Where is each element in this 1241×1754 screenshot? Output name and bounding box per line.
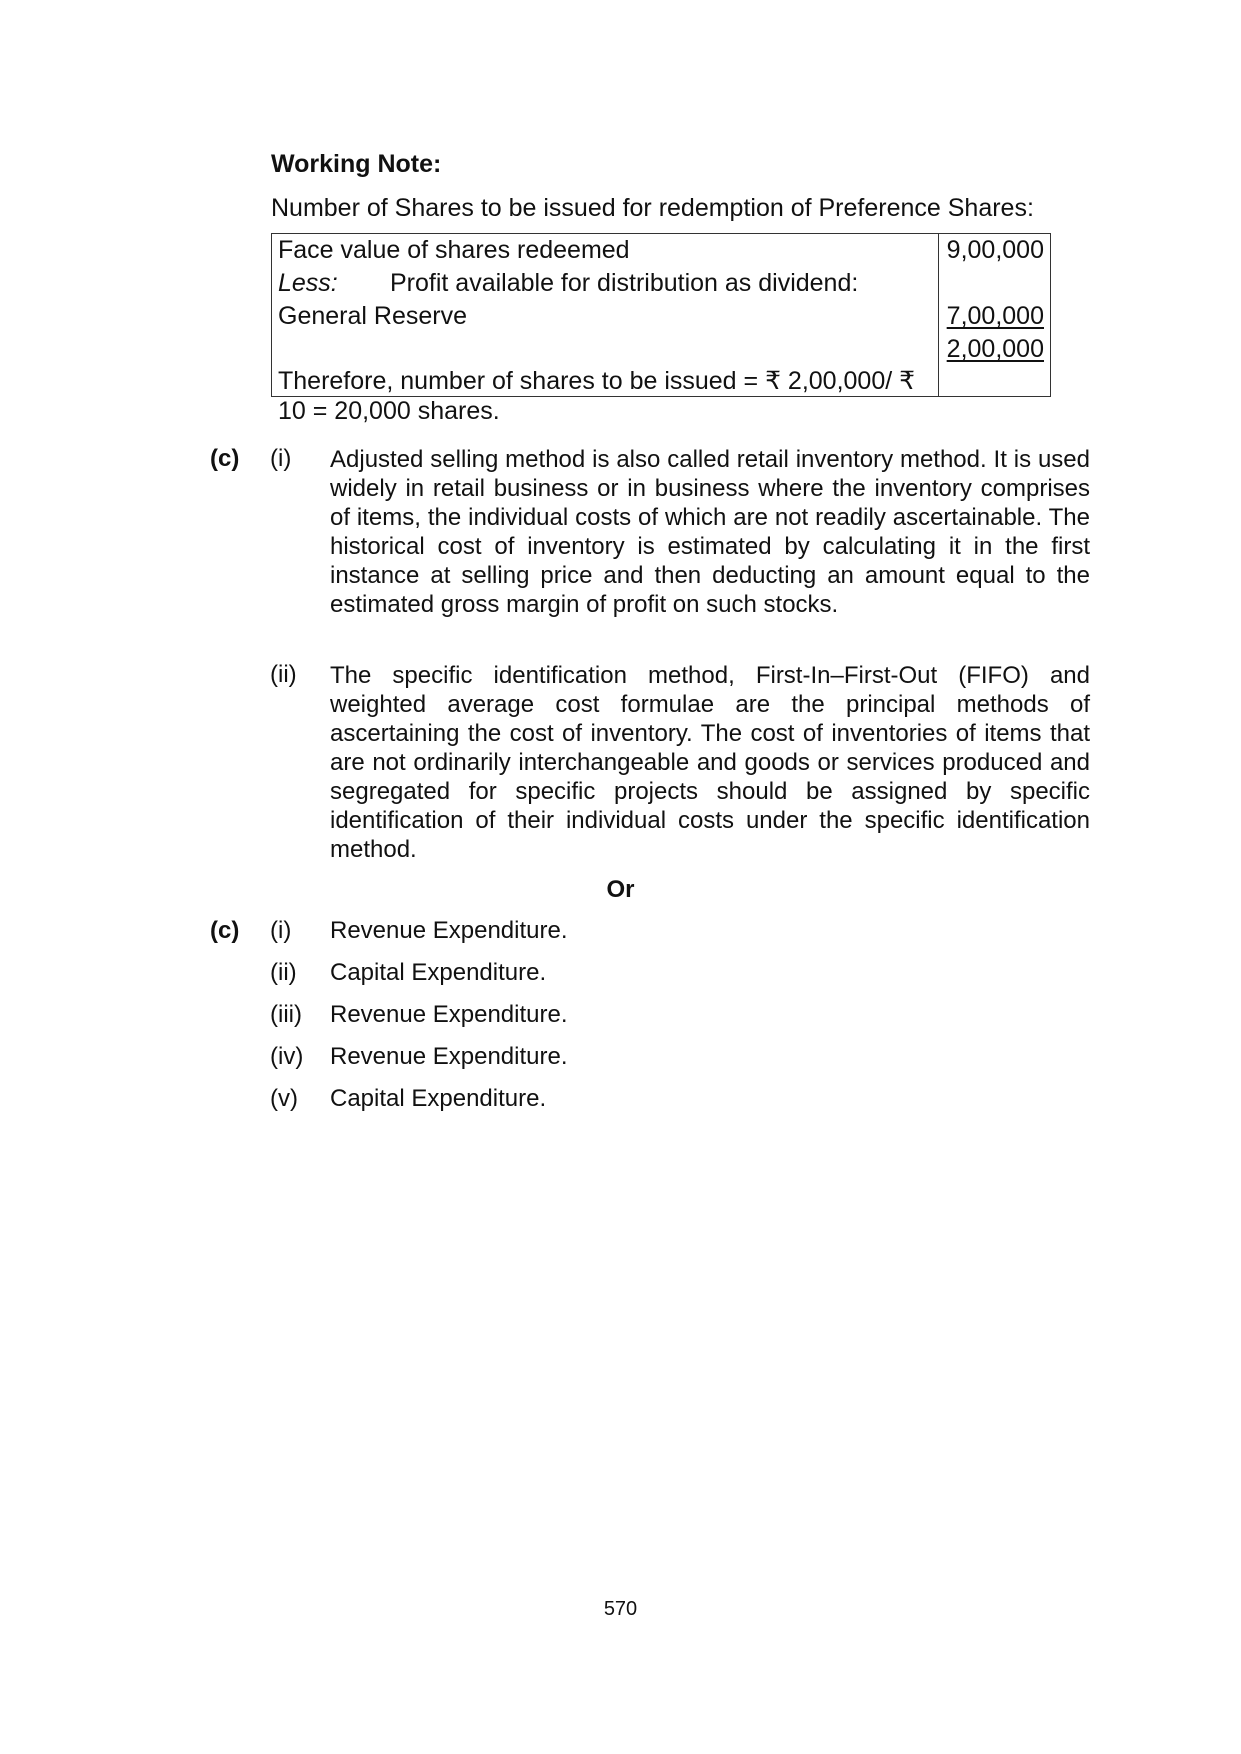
working-note-title: Working Note: (271, 150, 442, 178)
item-numeral: (i) (270, 917, 292, 944)
item-text: Revenue Expenditure. (330, 1001, 568, 1028)
table-amount-cell (939, 234, 1051, 397)
net-amount: 2,00,000 (946, 335, 1044, 363)
general-reserve-label: General Reserve (278, 302, 467, 330)
item-numeral: (i) (270, 445, 292, 472)
less-row (278, 267, 932, 300)
item-text: Revenue Expenditure. (330, 1043, 568, 1070)
item-text: Revenue Expenditure. (330, 917, 568, 944)
or-separator: Or (606, 876, 635, 903)
less-text: Profit available for distribution as dividend: (390, 269, 859, 297)
item-numeral: (ii) (270, 661, 297, 688)
section-marker: (c) (210, 445, 240, 472)
face-value-label: Face value of shares redeemed (278, 236, 630, 264)
item-numeral: (v) (270, 1085, 298, 1112)
table-description-cell (272, 234, 939, 425)
blank-row (278, 333, 932, 366)
section-marker: (c) (210, 917, 240, 944)
empty-amount (945, 267, 1044, 300)
item-text: Capital Expenditure. (330, 959, 547, 986)
less-label: Less: (278, 269, 338, 297)
page-number: 570 (603, 1598, 638, 1620)
item-numeral: (iii) (270, 1001, 302, 1028)
working-note-table (271, 233, 1051, 425)
item-numeral: (ii) (270, 959, 297, 986)
general-reserve-amount: 7,00,000 (946, 302, 1044, 330)
face-value-amount: 9,00,000 (946, 236, 1044, 264)
working-note-intro: Number of Shares to be issued for redemption of Preference Shares: (271, 194, 1034, 222)
item-numeral: (iv) (270, 1043, 304, 1070)
conclusion-text: Therefore, number of shares to be issued = ₹ 2,00,000/ ₹ 10 = 20,000 shares. (278, 367, 916, 425)
item-text: Capital Expenditure. (330, 1085, 547, 1112)
item-paragraph: Adjusted selling method is also called retail inventory method. It is used widely in retail business or in business where the inventory comprises of items, the individual costs of which are not readily ascertainable. The historical cost of inventory is estimated by calculating it in the first instance at selling price and then deducting an amount equal to the estimated gross margin of profit on such stocks. (330, 446, 1090, 618)
item-paragraph: The specific identification method, First-In–First-Out (FIFO) and weighted average cost formulae are the principal methods of ascertaining the cost of inventory. The cost of inventories of items that are not ordinarily interchangeable and goods or services produced and segregated for specific projects should be assigned by specific identification of their individual costs under the specific identification method. (330, 662, 1090, 863)
